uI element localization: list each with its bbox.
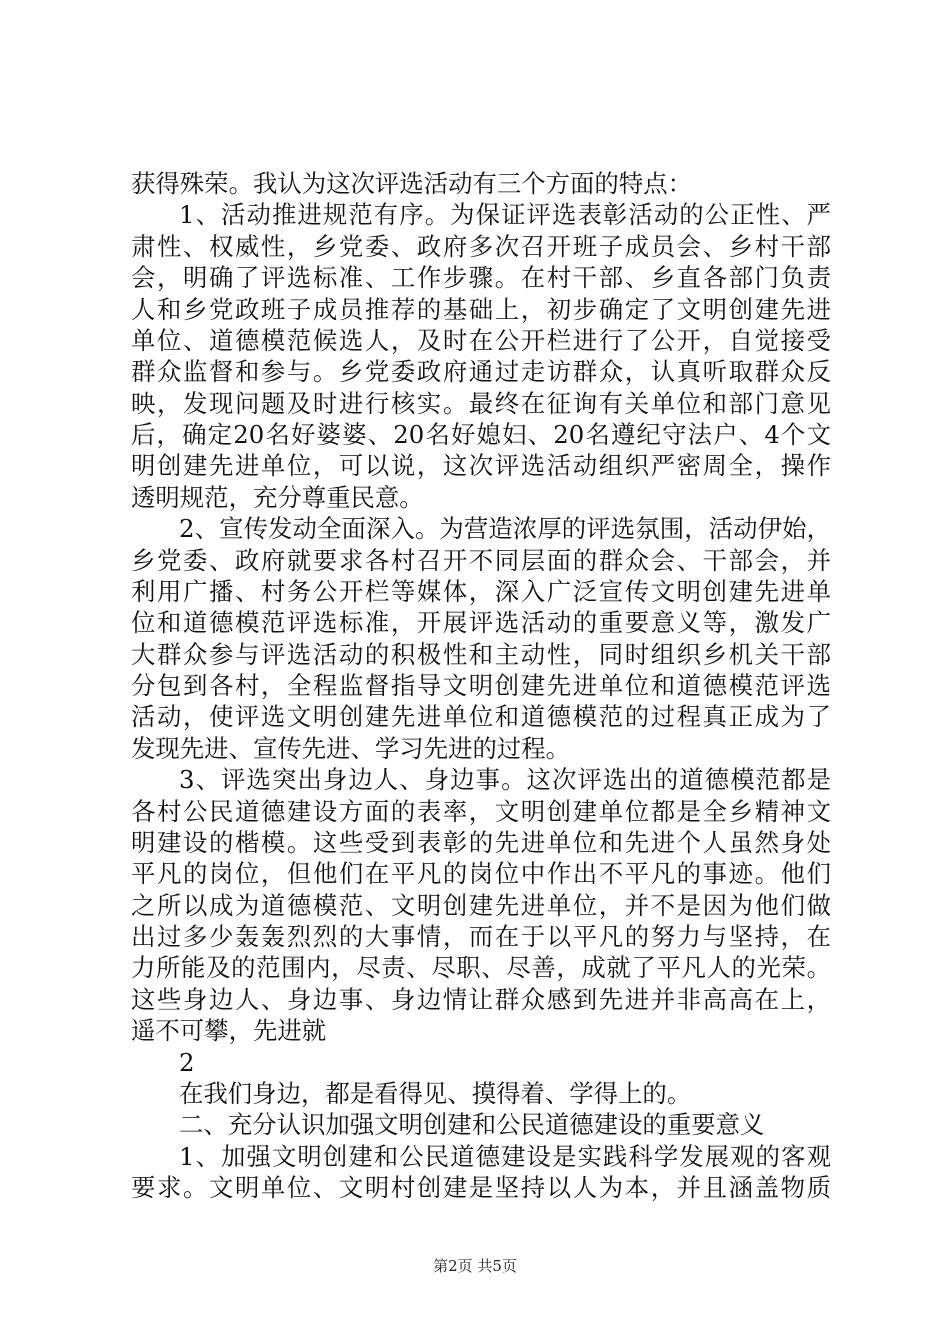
text-line: 分包到各村，全程监督指导文明创建先进单位和道德模范评选 <box>131 671 831 700</box>
text-line: 活动，使评选文明创建先进单位和道德模范的过程真正成为了 <box>131 702 831 731</box>
text-line: 明创建先进单位，可以说，这次评选活动组织严密周全，操作 <box>131 451 831 480</box>
text-line: 明建设的楷模。这些受到表彰的先进单位和先进个人虽然身处 <box>131 828 831 857</box>
text-line: 会，明确了评选标准、工作步骤。在村干部、乡直各部门负责 <box>131 263 831 292</box>
text-line: 2、宣传发动全面深入。为营造浓厚的评选氛围，活动伊始， <box>179 514 831 543</box>
text-line: 位和道德模范评选标准，开展评选活动的重要意义等，激发广 <box>131 608 831 637</box>
text-line: 要求。文明单位、文明村创建是坚持以人为本，并且涵盖物质 <box>131 1173 831 1202</box>
text-line: 群众监督和参与。乡党委政府通过走访群众，认真听取群众反 <box>131 357 831 386</box>
text-line: 后，确定20名好婆婆、20名好媳妇、20名遵纪守法户、4个文 <box>131 420 831 449</box>
text-line: 发现先进、宣传先进、学习先进的过程。 <box>131 734 571 763</box>
text-line: 在我们身边，都是看得见、摸得着、学得上的。 <box>179 1079 692 1108</box>
text-line: 映，发现问题及时进行核实。最终在征询有关单位和部门意见 <box>131 389 831 418</box>
text-line: 之所以成为道德模范、文明创建先进单位，并不是因为他们做 <box>131 891 831 920</box>
text-line: 这些身边人、身边事、身边情让群众感到先进并非高高在上， <box>131 985 831 1014</box>
text-line: 获得殊荣。我认为这次评选活动有三个方面的特点： <box>131 169 692 198</box>
text-line: 乡党委、政府就要求各村召开不同层面的群众会、干部会，并 <box>131 546 831 575</box>
text-line: 各村公民道德建设方面的表率，文明创建单位都是全乡精神文 <box>131 797 831 826</box>
text-line: 3、评选突出身边人、身边事。这次评选出的道德模范都是 <box>179 765 831 794</box>
text-line: 出过多少轰轰烈烈的大事情，而在于以平凡的努力与坚持，在 <box>131 922 831 951</box>
text-line: 遥不可攀，先进就 <box>131 1016 327 1045</box>
text-line: 1、加强文明创建和公民道德建设是实践科学发展观的客观 <box>179 1142 831 1171</box>
text-line: 单位、道德模范候选人，及时在公开栏进行了公开，自觉接受 <box>131 326 831 355</box>
text-line: 力所能及的范围内，尽责、尽职、尽善，成就了平凡人的光荣。 <box>131 953 831 982</box>
page-footer: 第2页 共5页 <box>433 1257 517 1275</box>
page-number-inline: 2 <box>179 1048 195 1077</box>
text-line: 平凡的岗位，但他们在平凡的岗位中作出不平凡的事迹。他们 <box>131 859 831 888</box>
text-line: 大群众参与评选活动的积极性和主动性，同时组织乡机关干部 <box>131 640 831 669</box>
text-line: 透明规范，充分尊重民意。 <box>131 483 424 512</box>
section-heading: 二、充分认识加强文明创建和公民道德建设的重要意义 <box>179 1110 765 1139</box>
text-line: 人和乡党政班子成员推荐的基础上，初步确定了文明创建先进 <box>131 295 831 324</box>
text-line: 利用广播、村务公开栏等媒体，深入广泛宣传文明创建先进单 <box>131 577 831 606</box>
text-line: 1、活动推进规范有序。为保证评选表彰活动的公正性、严 <box>179 200 831 229</box>
text-line: 肃性、权威性，乡党委、政府多次召开班子成员会、乡村干部 <box>131 232 831 261</box>
